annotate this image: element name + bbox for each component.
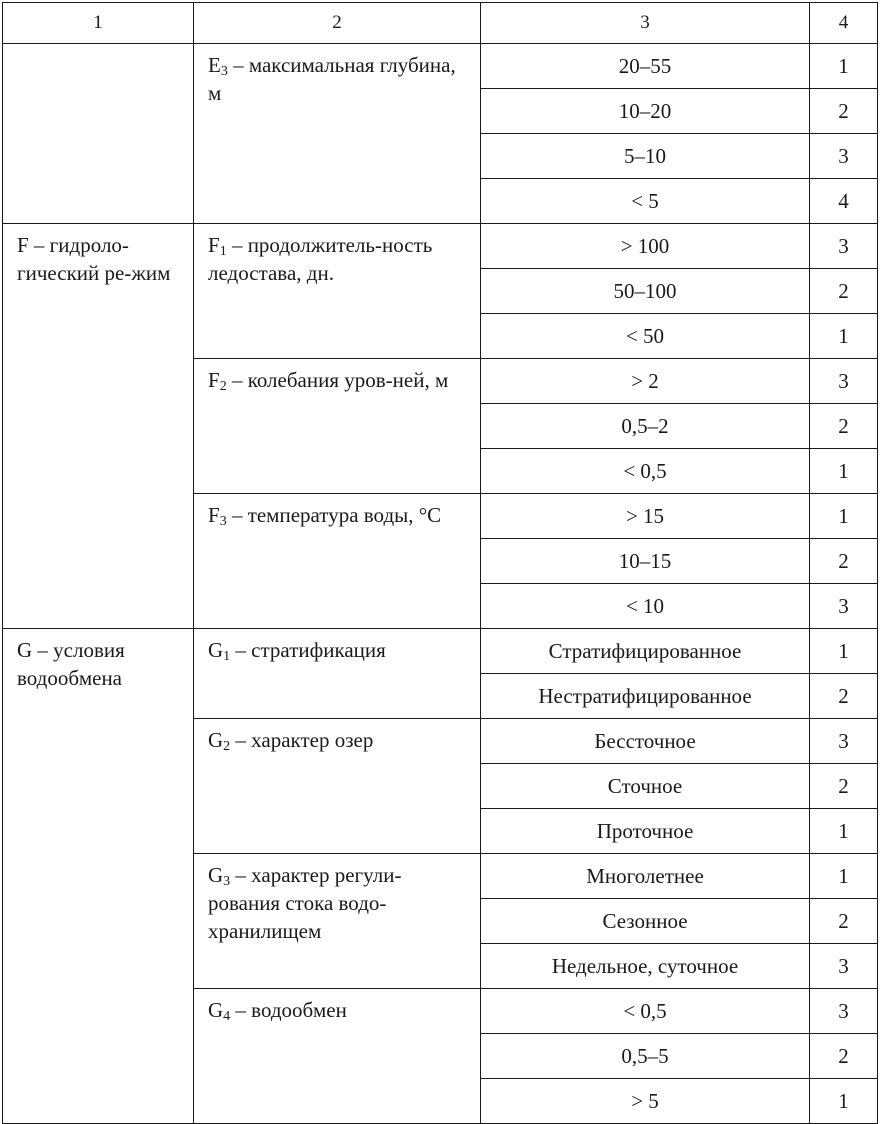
value-range-cell: 10–20 (481, 89, 810, 134)
value-range-cell: < 0,5 (481, 989, 810, 1034)
table-row (3, 629, 878, 674)
indicator-cell (194, 854, 481, 989)
value-range-cell: < 10 (481, 584, 810, 629)
score-cell: 2 (810, 89, 878, 134)
score-cell: 3 (810, 359, 878, 404)
group-name-cell: G – условия водообмена (3, 629, 194, 1124)
value-range-cell: Многолетнее (481, 854, 810, 899)
value-range-cell: 50–100 (481, 269, 810, 314)
score-cell: 3 (810, 989, 878, 1034)
table-row (3, 224, 878, 269)
indicator-cell (194, 359, 481, 494)
indicator-cell (194, 989, 481, 1124)
indicator-description: – характер регули-рования стока водо-хранилищем (208, 863, 402, 943)
value-range-cell: < 50 (481, 314, 810, 359)
indicator-subscript: 3 (220, 64, 228, 79)
header-col-2: 2 (194, 3, 481, 44)
score-cell: 1 (810, 809, 878, 854)
indicator-subscript: 3 (219, 514, 227, 529)
indicator-description: – колебания уров-ней, м (226, 368, 449, 392)
indicator-subscript: 2 (219, 379, 227, 394)
indicator-description: – водообмен (230, 998, 347, 1022)
value-range-cell: 0,5–5 (481, 1034, 810, 1079)
score-cell: 2 (810, 539, 878, 584)
header-col-3: 3 (481, 3, 810, 44)
indicator-description: – характер озер (230, 728, 374, 752)
header-row (3, 3, 878, 44)
indicator-letter: F (208, 233, 220, 257)
value-range-cell: > 15 (481, 494, 810, 539)
score-cell: 1 (810, 494, 878, 539)
score-cell: 2 (810, 269, 878, 314)
indicator-cell (194, 44, 481, 224)
header-col-1: 1 (3, 3, 194, 44)
value-range-cell: 0,5–2 (481, 404, 810, 449)
indicator-cell (194, 494, 481, 629)
value-range-cell: Нестратифицированное (481, 674, 810, 719)
group-name-cell (3, 44, 194, 224)
value-range-cell: Бессточное (481, 719, 810, 764)
score-cell: 2 (810, 404, 878, 449)
score-cell: 2 (810, 764, 878, 809)
value-range-cell: < 0,5 (481, 449, 810, 494)
lake-classification-table (2, 2, 878, 1124)
indicator-description: – стратификация (230, 638, 386, 662)
indicator-letter: G (208, 638, 224, 662)
table-row (3, 44, 878, 89)
score-cell: 1 (810, 314, 878, 359)
score-cell: 3 (810, 584, 878, 629)
score-cell: 1 (810, 854, 878, 899)
score-cell: 2 (810, 899, 878, 944)
score-cell: 1 (810, 629, 878, 674)
indicator-letter: F (208, 368, 220, 392)
value-range-cell: < 5 (481, 179, 810, 224)
score-cell: 2 (810, 674, 878, 719)
value-range-cell: 20–55 (481, 44, 810, 89)
score-cell: 3 (810, 719, 878, 764)
indicator-description: – температура воды, °С (226, 503, 442, 527)
indicator-description: – продолжитель-ность ледостава, дн. (208, 233, 433, 285)
indicator-cell (194, 629, 481, 719)
indicator-subscript: 3 (223, 874, 231, 889)
score-cell: 3 (810, 944, 878, 989)
value-range-cell: Сезонное (481, 899, 810, 944)
indicator-description: – максимальная глубина, м (208, 53, 456, 105)
value-range-cell: 5–10 (481, 134, 810, 179)
indicator-letter: G (208, 728, 224, 752)
indicator-subscript: 2 (223, 739, 231, 754)
indicator-cell (194, 719, 481, 854)
indicator-letter: G (208, 998, 224, 1022)
value-range-cell: > 5 (481, 1079, 810, 1124)
value-range-cell: 10–15 (481, 539, 810, 584)
indicator-letter: F (208, 503, 220, 527)
value-range-cell: > 2 (481, 359, 810, 404)
value-range-cell: Недельное, суточное (481, 944, 810, 989)
indicator-letter: E (208, 53, 221, 77)
value-range-cell: > 100 (481, 224, 810, 269)
score-cell: 2 (810, 1034, 878, 1079)
group-name-cell: F – гидроло-гический ре-жим (3, 224, 194, 629)
score-cell: 1 (810, 44, 878, 89)
value-range-cell: Сточное (481, 764, 810, 809)
indicator-subscript: 1 (219, 244, 227, 259)
indicator-subscript: 4 (223, 1009, 231, 1024)
value-range-cell: Стратифицированное (481, 629, 810, 674)
indicator-letter: G (208, 863, 224, 887)
value-range-cell: Проточное (481, 809, 810, 854)
indicator-cell (194, 224, 481, 359)
header-col-4: 4 (810, 3, 878, 44)
score-cell: 1 (810, 1079, 878, 1124)
score-cell: 3 (810, 224, 878, 269)
score-cell: 3 (810, 134, 878, 179)
score-cell: 1 (810, 449, 878, 494)
score-cell: 4 (810, 179, 878, 224)
indicator-subscript: 1 (223, 649, 231, 664)
